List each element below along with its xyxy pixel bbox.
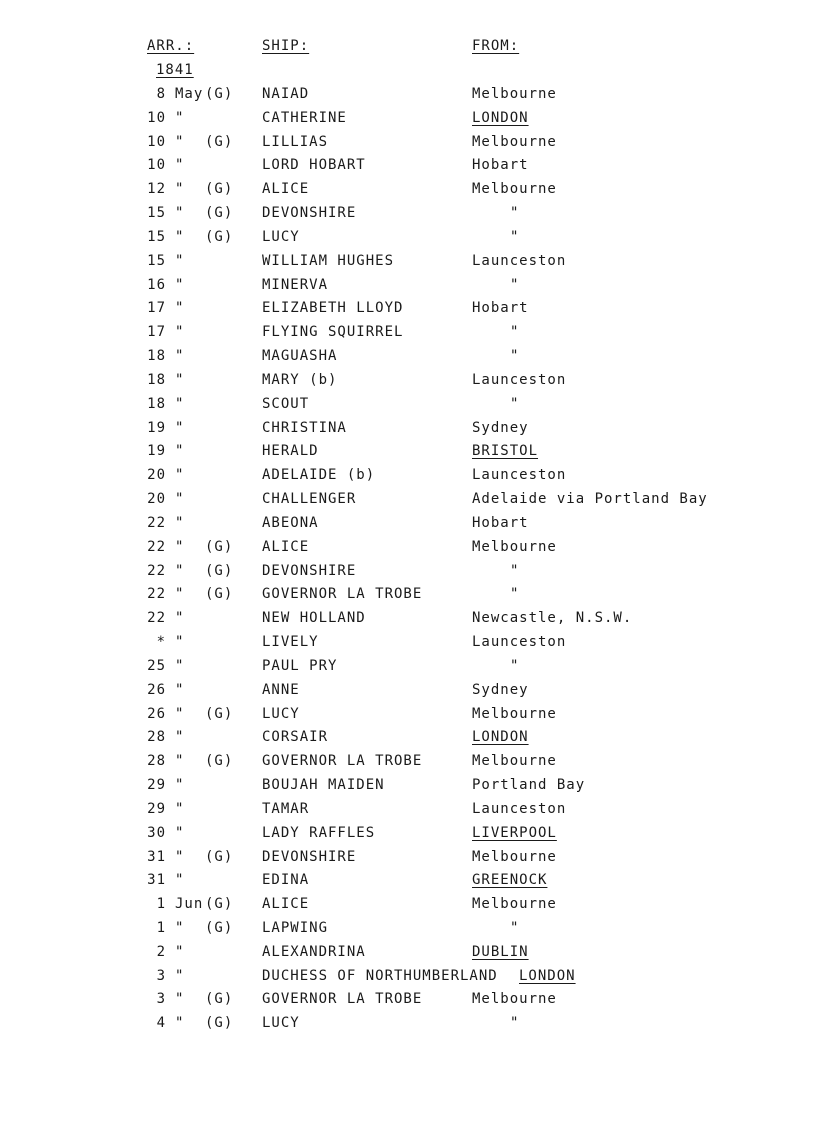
ship-name: DEVONSHIRE (262, 848, 357, 865)
arrival-row (0, 420, 816, 444)
arrival-day: 31 (147, 848, 166, 865)
arrival-row (0, 491, 816, 515)
arrival-row (0, 300, 816, 324)
ship-name: LUCY (262, 705, 300, 722)
ship-name: CHRISTINA (262, 419, 347, 436)
ship-name: EDINA (262, 872, 310, 889)
origin-port: Melbourne (472, 705, 557, 722)
origin-port: Launceston (472, 252, 567, 269)
arrival-month: " (175, 610, 185, 627)
arrival-month: " (175, 157, 185, 174)
origin-port: Melbourne (472, 86, 557, 102)
arrival-row (0, 777, 816, 801)
arrival-month: " (175, 205, 185, 222)
arrival-row (0, 539, 816, 563)
arrival-row (0, 1015, 816, 1039)
arrival-month: " (175, 181, 185, 198)
origin-port: Hobart (472, 300, 529, 317)
arrival-day: 18 (147, 395, 166, 412)
government-mark: (G) (205, 181, 234, 198)
ship-name: NEW HOLLAND (262, 610, 366, 627)
arrival-day: 22 (147, 610, 166, 627)
origin-port: " (510, 205, 520, 222)
ship-name: LILLIAS (262, 133, 329, 150)
origin-port: GREENOCK (472, 872, 548, 889)
government-mark: (G) (205, 991, 234, 1008)
origin-port: " (510, 586, 520, 603)
origin-port: Melbourne (472, 753, 557, 770)
ship-name: DEVONSHIRE (262, 562, 357, 579)
arrival-day: 4 (156, 1015, 166, 1032)
government-mark: (G) (205, 848, 234, 865)
arrival-day: 1 (156, 919, 166, 936)
arrival-day: 16 (147, 276, 166, 293)
origin-port: LONDON (472, 109, 529, 126)
government-mark: (G) (205, 1015, 234, 1032)
origin-port: " (510, 562, 520, 579)
ship-name: MINERVA (262, 276, 329, 293)
header-ship: SHIP: (262, 38, 310, 54)
arrival-month: " (175, 1015, 185, 1032)
ship-name: LIVELY (262, 634, 319, 651)
arrival-row (0, 682, 816, 706)
arrival-row (0, 753, 816, 777)
arrival-row (0, 968, 816, 992)
arrival-day: 17 (147, 300, 166, 317)
header-from: FROM: (472, 38, 520, 54)
ship-name: ALICE (262, 538, 310, 555)
ship-name: MAGUASHA (262, 348, 338, 365)
arrival-month: " (175, 777, 185, 794)
arrival-month: " (175, 371, 185, 388)
arrival-month: " (175, 538, 185, 555)
ship-name: ANNE (262, 681, 300, 698)
arrival-row (0, 110, 816, 134)
origin-port: Melbourne (472, 848, 557, 865)
arrival-day: 10 (147, 109, 166, 126)
origin-port: Sydney (472, 419, 529, 436)
ship-name: LUCY (262, 228, 300, 245)
arrival-month: " (175, 991, 185, 1008)
arrival-day: 15 (147, 228, 166, 245)
arrival-row (0, 610, 816, 634)
arrival-row (0, 253, 816, 277)
arrival-row (0, 634, 816, 658)
origin-port: Melbourne (472, 133, 557, 150)
ship-name: FLYING SQUIRREL (262, 324, 404, 341)
government-mark: (G) (205, 228, 234, 245)
arrival-month: " (175, 634, 185, 651)
government-mark: (G) (205, 919, 234, 936)
arrival-day: 1 (156, 896, 166, 913)
arrival-month: " (175, 276, 185, 293)
origin-port: " (510, 348, 520, 365)
arrival-day: 10 (147, 157, 166, 174)
arrival-row (0, 277, 816, 301)
origin-port: " (510, 657, 520, 674)
arrival-month: " (175, 919, 185, 936)
arrival-month: " (175, 467, 185, 484)
government-mark: (G) (205, 205, 234, 222)
arrival-day: 22 (147, 538, 166, 555)
year-label: 1841 (156, 62, 194, 78)
arrival-day: 20 (147, 491, 166, 508)
arrival-day: 22 (147, 562, 166, 579)
arrival-row (0, 86, 816, 110)
government-mark: (G) (205, 753, 234, 770)
government-mark: (G) (205, 86, 234, 102)
ship-name: CORSAIR (262, 729, 329, 746)
arrival-day: 10 (147, 133, 166, 150)
origin-port: Melbourne (472, 896, 557, 913)
ship-name: ADELAIDE (b) (262, 467, 376, 484)
ship-name: ALEXANDRINA (262, 943, 366, 960)
arrival-day: 18 (147, 371, 166, 388)
arrival-month: " (175, 943, 185, 960)
arrival-month: " (175, 824, 185, 841)
arrival-row (0, 872, 816, 896)
header-arrival: ARR.: (147, 38, 195, 54)
arrival-day: 25 (147, 657, 166, 674)
arrival-row (0, 229, 816, 253)
arrival-month: " (175, 348, 185, 365)
arrival-day: 28 (147, 753, 166, 770)
arrival-row (0, 563, 816, 587)
origin-port: Launceston (472, 800, 567, 817)
origin-port: " (510, 1015, 520, 1032)
ship-name: DEVONSHIRE (262, 205, 357, 222)
ship-name: CHALLENGER (262, 491, 357, 508)
origin-port: " (510, 276, 520, 293)
origin-port: Melbourne (472, 538, 557, 555)
ship-name: MARY (b) (262, 371, 338, 388)
arrival-day: 22 (147, 514, 166, 531)
arrival-day: 22 (147, 586, 166, 603)
arrival-month: " (175, 109, 185, 126)
arrival-day: 3 (156, 967, 166, 984)
arrival-day: 26 (147, 705, 166, 722)
arrival-day: 29 (147, 800, 166, 817)
origin-port: Hobart (472, 514, 529, 531)
ship-name: DUCHESS OF NORTHUMBERLAND (262, 967, 498, 984)
column-headers (0, 38, 816, 58)
arrival-month: " (175, 228, 185, 245)
origin-port: " (510, 324, 520, 341)
arrivals-list (0, 86, 816, 1039)
government-mark: (G) (205, 896, 234, 913)
ship-name: BOUJAH MAIDEN (262, 777, 385, 794)
ship-name: GOVERNOR LA TROBE (262, 586, 423, 603)
arrival-row (0, 324, 816, 348)
ship-name: LUCY (262, 1015, 300, 1032)
arrival-day: 30 (147, 824, 166, 841)
ship-name: ELIZABETH LLOYD (262, 300, 404, 317)
arrival-row (0, 896, 816, 920)
origin-port: " (510, 395, 520, 412)
arrival-row (0, 443, 816, 467)
origin-port: Portland Bay (472, 777, 586, 794)
ship-name: ABEONA (262, 514, 319, 531)
origin-port: Launceston (472, 467, 567, 484)
ship-name: ALICE (262, 896, 310, 913)
arrival-month: " (175, 133, 185, 150)
arrival-month: " (175, 729, 185, 746)
ship-name: WILLIAM HUGHES (262, 252, 395, 269)
arrival-month: " (175, 395, 185, 412)
arrival-day: 18 (147, 348, 166, 365)
ship-name: LADY RAFFLES (262, 824, 376, 841)
origin-port: DUBLIN (472, 943, 529, 960)
arrival-row (0, 849, 816, 873)
arrival-month: " (175, 443, 185, 460)
arrival-month: " (175, 681, 185, 698)
arrival-month: " (175, 300, 185, 317)
arrival-day: * (156, 634, 166, 651)
arrival-day: 20 (147, 467, 166, 484)
arrival-row (0, 348, 816, 372)
arrival-day: 12 (147, 181, 166, 198)
arrival-row (0, 944, 816, 968)
origin-port: Launceston (472, 371, 567, 388)
arrival-row (0, 157, 816, 181)
arrival-row (0, 706, 816, 730)
arrival-month: " (175, 562, 185, 579)
government-mark: (G) (205, 133, 234, 150)
origin-port: BRISTOL (472, 443, 539, 460)
arrival-month: " (175, 586, 185, 603)
arrival-day: 29 (147, 777, 166, 794)
origin-port: Newcastle, N.S.W. (472, 610, 633, 627)
ship-name: SCOUT (262, 395, 310, 412)
arrival-row (0, 658, 816, 682)
ship-name: LAPWING (262, 919, 329, 936)
ship-name: NAIAD (262, 86, 310, 102)
arrival-row (0, 467, 816, 491)
government-mark: (G) (205, 562, 234, 579)
arrival-day: 19 (147, 419, 166, 436)
arrival-day: 2 (156, 943, 166, 960)
origin-port: " (510, 228, 520, 245)
arrival-month: " (175, 252, 185, 269)
arrival-row (0, 586, 816, 610)
arrival-row (0, 205, 816, 229)
origin-port: LONDON (472, 729, 529, 746)
ship-name: GOVERNOR LA TROBE (262, 991, 423, 1008)
arrival-month: " (175, 848, 185, 865)
origin-port: LIVERPOOL (472, 824, 557, 841)
arrival-month: " (175, 491, 185, 508)
arrival-row (0, 801, 816, 825)
origin-port: Launceston (472, 634, 567, 651)
origin-port: Hobart (472, 157, 529, 174)
government-mark: (G) (205, 586, 234, 603)
arrival-day: 15 (147, 205, 166, 222)
arrival-month: " (175, 657, 185, 674)
arrival-month: " (175, 514, 185, 531)
ship-name: ALICE (262, 181, 310, 198)
arrival-row (0, 396, 816, 420)
arrival-day: 3 (156, 991, 166, 1008)
origin-port: LONDON (519, 967, 576, 984)
arrival-day: 8 (156, 86, 166, 102)
government-mark: (G) (205, 538, 234, 555)
arrival-row (0, 991, 816, 1015)
government-mark: (G) (205, 705, 234, 722)
origin-port: Melbourne (472, 181, 557, 198)
arrival-month: " (175, 324, 185, 341)
arrival-month: " (175, 872, 185, 889)
arrival-day: 15 (147, 252, 166, 269)
arrival-month: " (175, 967, 185, 984)
arrival-month: " (175, 419, 185, 436)
arrival-row (0, 920, 816, 944)
origin-port: Melbourne (472, 991, 557, 1008)
ship-name: PAUL PRY (262, 657, 338, 674)
origin-port: " (510, 919, 520, 936)
arrival-row (0, 825, 816, 849)
ship-name: HERALD (262, 443, 319, 460)
arrival-row (0, 729, 816, 753)
arrival-month: " (175, 753, 185, 770)
ship-name: LORD HOBART (262, 157, 366, 174)
ship-name: GOVERNOR LA TROBE (262, 753, 423, 770)
ship-name: CATHERINE (262, 109, 347, 126)
origin-port: Adelaide via Portland Bay (472, 491, 708, 508)
arrival-row (0, 134, 816, 158)
arrival-day: 26 (147, 681, 166, 698)
arrival-day: 19 (147, 443, 166, 460)
arrival-month: May (175, 86, 204, 102)
arrival-row (0, 372, 816, 396)
origin-port: Sydney (472, 681, 529, 698)
ship-name: TAMAR (262, 800, 310, 817)
arrival-day: 17 (147, 324, 166, 341)
arrival-day: 31 (147, 872, 166, 889)
arrival-day: 28 (147, 729, 166, 746)
arrival-row (0, 181, 816, 205)
arrival-month: " (175, 800, 185, 817)
arrival-month: " (175, 705, 185, 722)
arrival-month: Jun (175, 896, 204, 913)
arrival-row (0, 515, 816, 539)
